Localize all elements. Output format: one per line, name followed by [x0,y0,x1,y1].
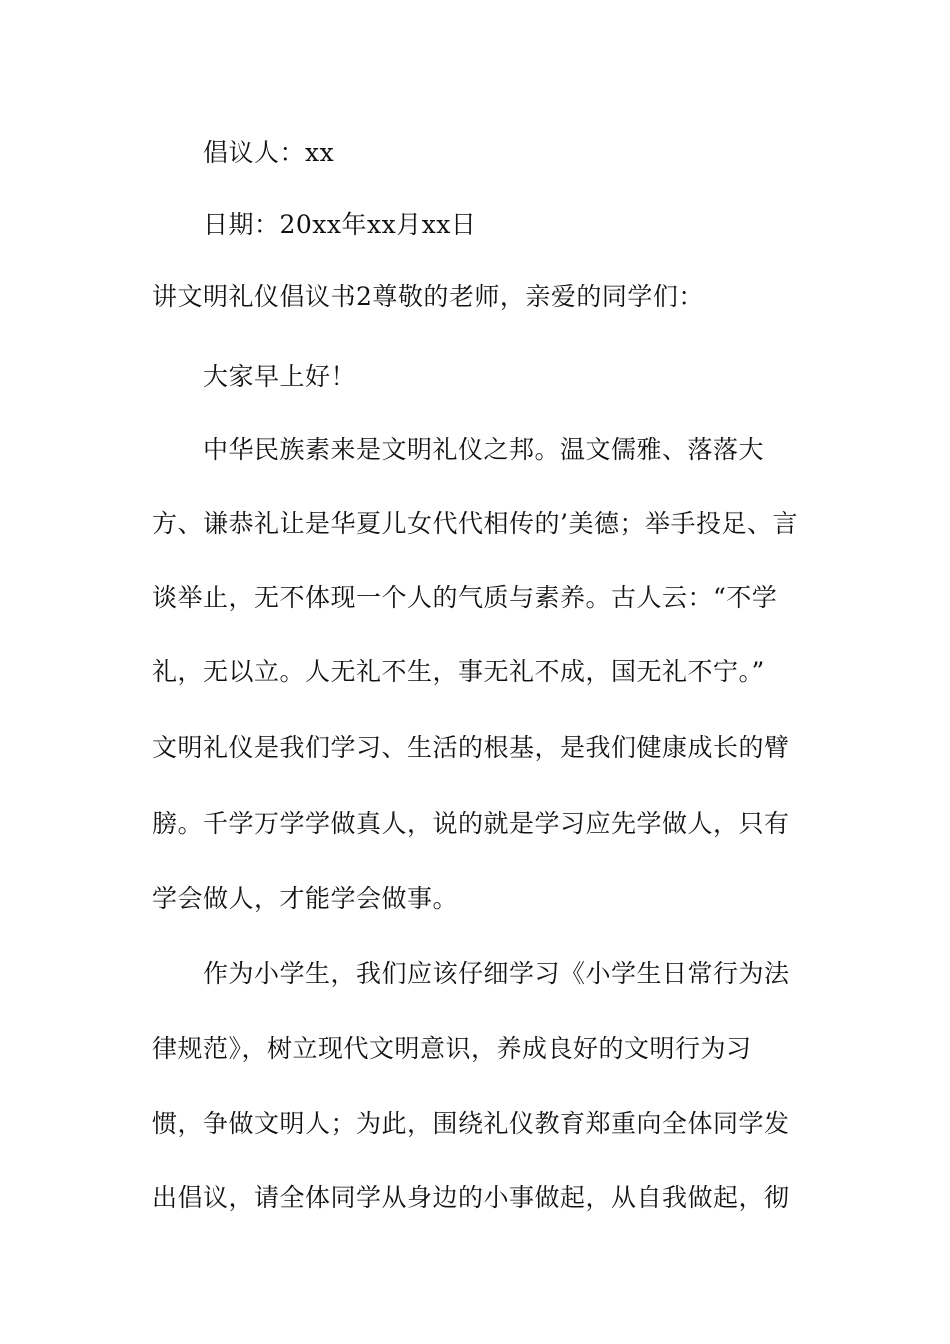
paragraph-line: 文明礼仪是我们学习、生活的根基，是我们健康成长的臂 [152,733,790,762]
paragraph-line: 礼，无以立。人无礼不生，事无礼不成，国无礼不宁。” [152,657,765,686]
paragraph-line: 作为小学生，我们应该仔细学习《小学生日常行为法 [203,959,790,988]
greeting-line: 大家早上好！ [203,362,357,391]
paragraph-line: 中华民族素来是文明礼仪之邦。温文儒雅、落落大 [203,435,765,464]
paragraph-line: 律规范》，树立现代文明意识，养成良好的文明行为习 [152,1034,752,1063]
paragraph-line: 方、谦恭礼让是华夏儿女代代相传的’美德；举手投足、言 [152,509,798,538]
document-heading: 讲文明礼仪倡议书2尊敬的老师，亲爱的同学们： [152,282,704,311]
paragraph-line: 学会做人，才能学会做事。 [152,884,459,913]
signature-date: 日期：20xx年xx月xx日 [203,210,477,239]
paragraph-line: 谈举止，无不体现一个人的气质与素养。古人云：“不学 [152,583,778,612]
paragraph-line: 膀。千学万学学做真人，说的就是学习应先学做人，只有 [152,809,790,838]
paragraph-line: 惯，争做文明人；为此，围绕礼仪教育郑重向全体同学发 [152,1109,790,1138]
signature-proposer: 倡议人：xx [203,138,335,167]
paragraph-line: 出倡议，请全体同学从身边的小事做起，从自我做起，彻 [152,1183,790,1212]
